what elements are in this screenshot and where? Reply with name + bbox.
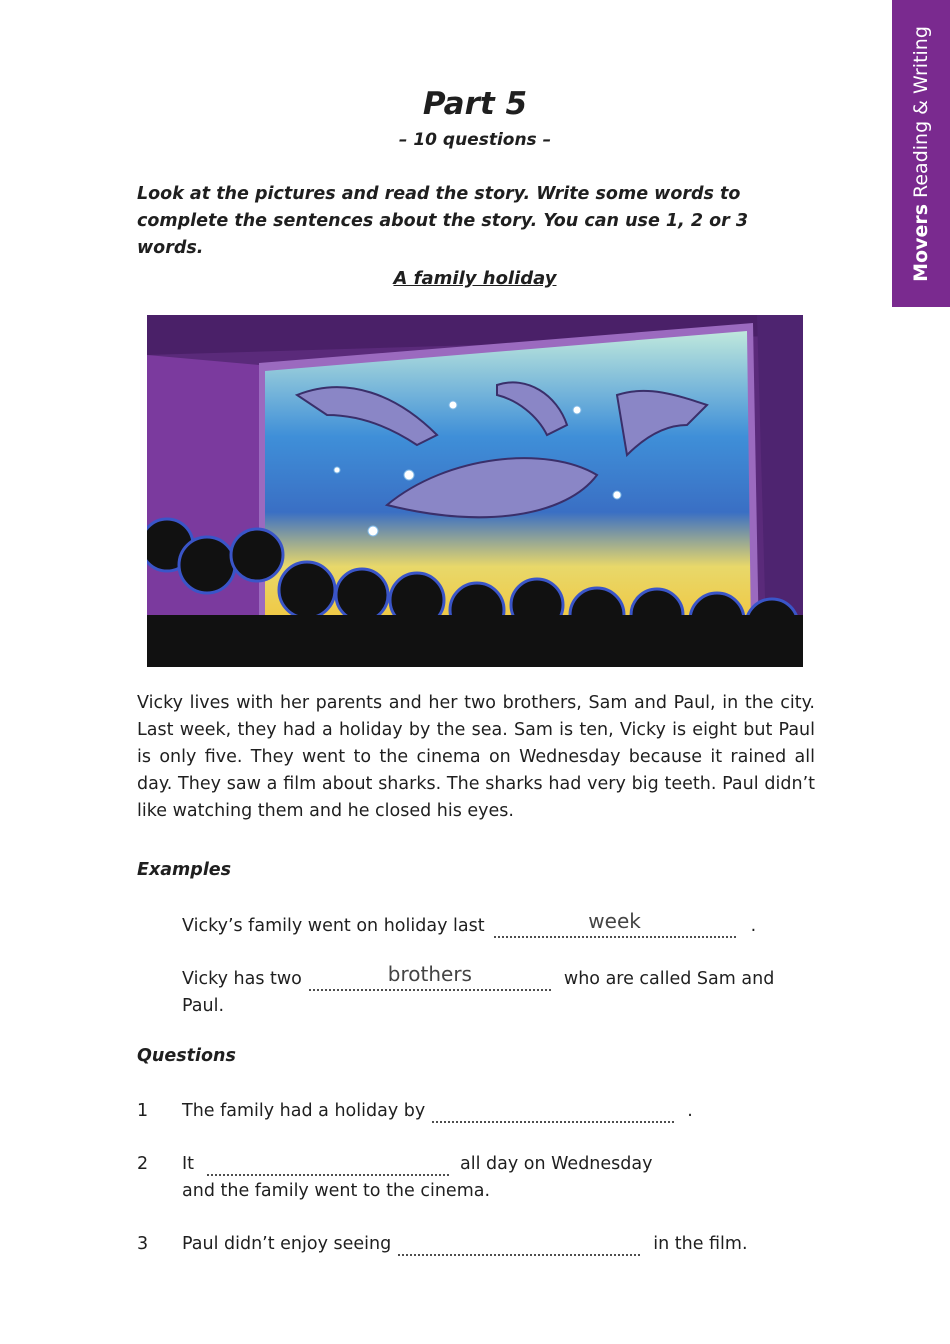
question-3-before: Paul didn’t enjoy seeing [182,1234,392,1254]
example-1-after: . [750,916,757,936]
question-1-after: . [687,1101,693,1121]
question-1 [182,1098,693,1125]
example-2-after-line2: Paul. [182,996,225,1016]
examples-heading: Examples [137,860,232,880]
question-2-after-line2: and the family went to the cinema. [182,1181,491,1201]
page-subtitle: – 10 questions – [398,130,552,150]
example-2-after: who are called Sam and [563,969,775,989]
question-2-blank[interactable] [206,1155,450,1177]
example-2-before: Vicky has two [182,969,302,989]
instructions: Look at the pictures and read the story. Write some words to complete the sentences about the story. You can use 1, 2 or 3 words. [137,184,749,258]
story-text: Vicky lives with her parents and her two brothers, Sam and Paul, in the city. Last week, they had a holiday by the sea. Sam is ten, Vicky is eight but Paul is only five. They went to the cinema on Wednesday because it rained all day. They saw a film about sharks. The sharks had very big teeth. Paul didn’t like watching them and he closed his eyes. [137,693,815,821]
side-tab-section: Reading & Writing [910,25,932,198]
example-2-blank [308,962,552,992]
side-tab-text [910,26,932,282]
sharks-cinema-illustration [147,315,803,667]
side-tab [892,0,950,307]
questions-heading: Questions [137,1046,236,1066]
example-2-answer: brothers [387,962,472,986]
question-3 [182,1231,748,1258]
question-1-number: 1 [137,1101,149,1121]
page-title: Part 5 [422,86,528,122]
question-3-blank[interactable] [397,1235,641,1257]
question-2 [182,1151,652,1205]
story-title: A family holiday [393,268,557,289]
question-1-blank[interactable] [431,1102,675,1124]
example-2 [182,962,802,1020]
example-1-blank [493,909,737,939]
question-3-after: in the film. [653,1234,748,1254]
question-3-number: 3 [137,1234,149,1254]
example-1-answer: week [588,909,641,933]
side-tab-level: Movers [910,203,932,282]
question-2-before: It [182,1154,195,1174]
example-1 [182,909,757,940]
example-1-before: Vicky’s family went on holiday last [182,916,485,936]
question-1-before: The family had a holiday by [182,1101,426,1121]
question-2-after: all day on Wednesday [460,1154,653,1174]
question-2-number: 2 [137,1154,149,1174]
